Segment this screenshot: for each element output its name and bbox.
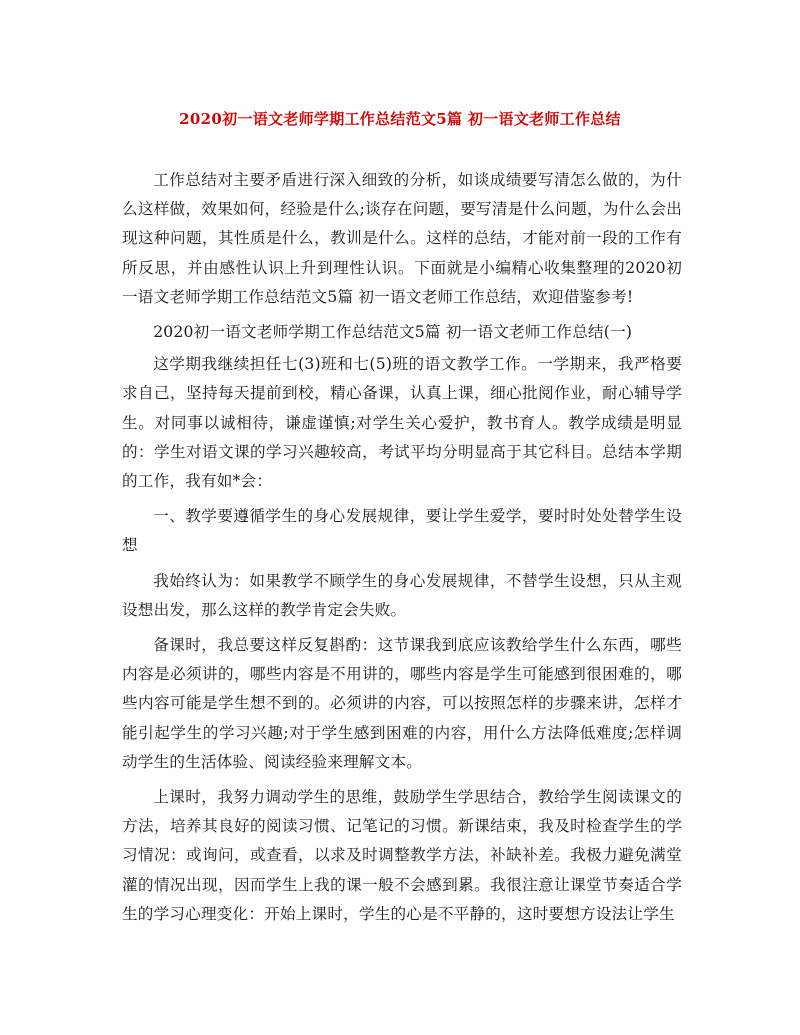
section-subtitle: 2020初一语文老师学期工作总结范文5篇 初一语文老师工作总结(一) [153, 323, 633, 342]
body-paragraph: 备课时，我总要这样反复斟酌：这节课我到底应该教给学生什么东西，哪些内容是必须讲的，哪些内容是不用讲的，哪些内容是学生可能感到很困难的，哪些内容可能是学生想不到的。必须讲的内容，可以按照怎样的步骤来讲，怎样才能引起学生的学习兴趣;对于学生感到困难的内容，用什么方法降低难度;怎样调动学生的生活体验、阅读经验来理解文本。 [122, 636, 682, 771]
document-title: 2020初一语文老师学期工作总结范文5篇 初一语文老师工作总结 [179, 110, 621, 128]
document-body [122, 166, 682, 935]
body-paragraph: 我始终认为：如果教学不顾学生的身心发展规律，不替学生设想，只从主观设想出发，那么这样的教学肯定会失败。 [122, 571, 682, 619]
point-heading: 一、教学要遵循学生的身心发展规律，要让学生爱学，要时时处处替学生设想 [122, 507, 682, 555]
intro-paragraph: 工作总结对主要矛盾进行深入细致的分析，如谈成绩要写清怎么做的，为什么这样做，效果如何，经验是什么;谈存在问题，要写清是什么问题，为什么会出现这种问题，其性质是什么，教训是什么。这样的总结，才能对前一段的工作有所反思，并由感性认识上升到理性认识。下面就是小编精心收集整理的2020初一语文老师学期工作总结范文5篇 初一语文老师工作总结，欢迎借鉴参考! [122, 171, 682, 306]
body-paragraph: 上课时，我努力调动学生的思维，鼓励学生学思结合，教给学生阅读课文的方法，培养其良好的阅读习惯、记笔记的习惯。新课结束，我及时检查学生的学习情况：或询问，或查看，以求及时调整教学方法，补缺补差。我极力避免满堂灌的情况出现，因而学生上我的课一般不会感到累。我很注意让课堂节奏适合学生的学习心理变化：开始上课时，学生的心是不平静的，这时要想方设法让学生 [122, 788, 682, 923]
body-paragraph: 这学期我继续担任七(3)班和七(5)班的语文教学工作。一学期来，我严格要求自己，坚持每天提前到校，精心备课，认真上课，细心批阅作业，耐心辅导学生。对同事以诚相待，谦虚谨慎;对学生关心爱护，教书育人。教学成绩是明显的：学生对语文课的学习兴趣较高，考试平均分明显高于其它科目。总结本学期的工作，我有如*会： [122, 355, 682, 491]
